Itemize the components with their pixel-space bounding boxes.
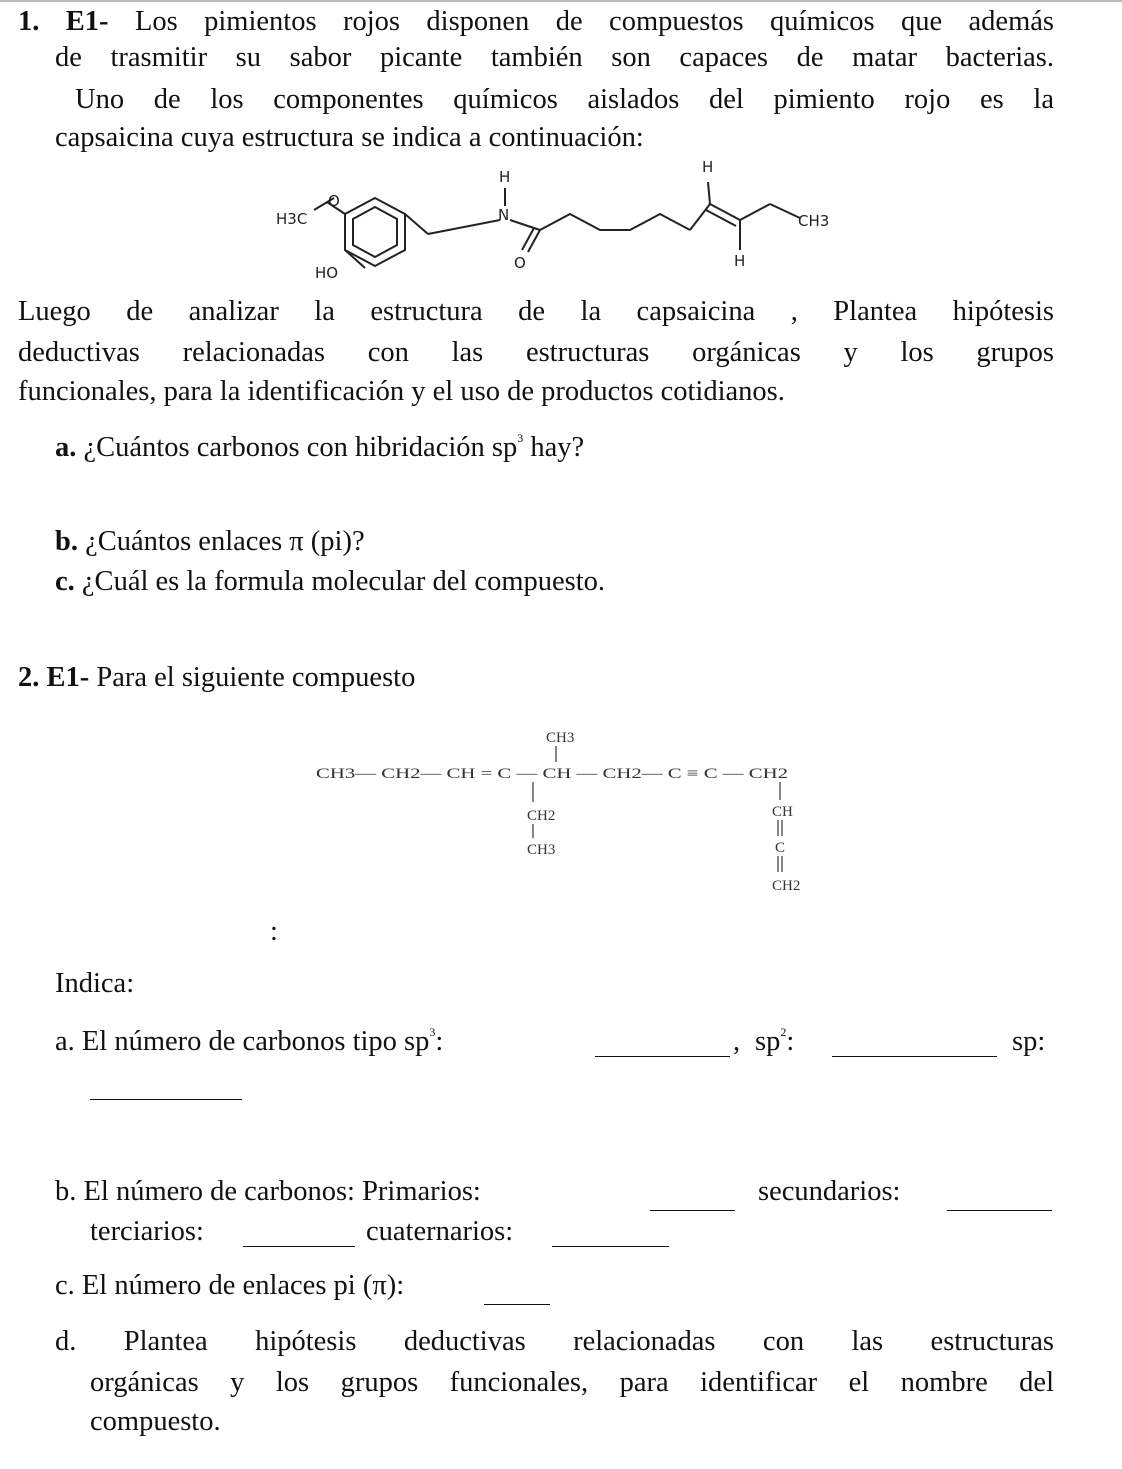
q2-a-sp2 (755, 1022, 794, 1062)
q1-text2-line3: funcionales, para la identificación y el uso de productos cotidianos. (18, 376, 785, 407)
q2-item-d-line3: compuesto. (90, 1406, 221, 1437)
q2-title: Para el siguiente compuesto (96, 662, 416, 693)
ch3-branch: CH3 (527, 842, 556, 858)
label-h3c: H3C (276, 210, 308, 228)
q2-item-d-line2: orgánicas y los grupos funcionales, para identificar el nombre del (90, 1367, 1054, 1398)
q1-item-a (55, 428, 584, 468)
q2-title-line (18, 658, 415, 698)
bond-chain-c1 (690, 204, 710, 230)
q1-item-b (55, 522, 365, 562)
label-h-top: H (702, 158, 714, 176)
q1-intro-text1: Los pimientos rojos disponen de compuestos químicos que además (134, 6, 1054, 37)
q1-a-text: ¿Cuántos carbonos con hibridación sp (83, 432, 518, 463)
q1-a-sup: 3 (517, 431, 524, 445)
q1-b-text: ¿Cuántos enlaces π (pi)? (85, 526, 365, 557)
q1-text2-line1: Luego de analizar la estructura de la capsaicina , Plantea hipótesis (18, 296, 1054, 327)
compound-structure (310, 720, 830, 900)
q2-a-sup3: 3 (429, 1025, 436, 1039)
q2-number: 2. (18, 662, 40, 693)
bond-h-top (708, 182, 710, 204)
q2-item-c: c. El número de enlaces pi (π): (55, 1270, 405, 1301)
q2-a-sp2-text: sp (755, 1026, 781, 1057)
answer-blank-secundarios[interactable] (947, 1186, 1052, 1211)
q2-a-sp: sp: (1012, 1026, 1046, 1057)
right-ch2: CH2 (772, 878, 801, 894)
q1-intro-line3: Uno de los componentes químicos aislados del pimiento rojo es la (75, 84, 1054, 115)
label-o-ether: O (328, 192, 340, 210)
right-ch: CH (772, 804, 793, 820)
bond-ring-ch2 (405, 214, 428, 234)
q2-item-a (55, 1022, 443, 1062)
q2-indica: Indica: (55, 968, 135, 999)
q2-item-d-line1: d. Plantea hipótesis deductivas relacionadas con las estructuras (55, 1326, 1054, 1357)
q2-a-colon2: : (786, 1026, 795, 1057)
q2-colon: : (270, 916, 278, 947)
q1-b-label: b. (55, 526, 78, 557)
bond-isopropyl (740, 204, 770, 220)
q1-c-text: ¿Cuál es la formula molecular del compuesto. (81, 566, 606, 597)
q2-a-text: a. El número de carbonos tipo sp (55, 1026, 430, 1057)
label-ho: HO (315, 264, 339, 282)
benzene-inner (353, 207, 397, 257)
label-h-amide: H (499, 168, 511, 186)
q2-a-comma: , (733, 1026, 741, 1057)
label-h-bottom: H (734, 252, 746, 270)
main-chain: CH3— CH2— CH = C — CH — CH2— C ≡ C — CH2 (316, 766, 788, 782)
q1-text2-line2: deductivas relacionadas con las estructuras orgánicas y los grupos (18, 337, 1054, 368)
bond-n-co (510, 220, 540, 230)
bond-alkene (710, 204, 740, 220)
q1-intro-line4: capsaicina cuya estructura se indica a continuación: (55, 122, 644, 153)
q1-a-post: hay? (523, 432, 585, 463)
q2-item-b: b. El número de carbonos: Primarios: (55, 1176, 481, 1207)
q1-a-label: a. (55, 432, 77, 463)
answer-blank-terciarios[interactable] (243, 1222, 355, 1247)
answer-blank-primarios[interactable] (650, 1186, 735, 1211)
q1-intro-line2: de trasmitir su sabor picante también son capaces de matar bacterias. (55, 42, 1054, 73)
q2-a-sup2: 2 (780, 1025, 787, 1039)
answer-blank-cuaternarios[interactable] (552, 1222, 669, 1247)
bond-ch3 (770, 204, 800, 218)
label-n: N (498, 206, 510, 224)
q1-item-c (55, 562, 605, 602)
q1-intro-line1 (18, 2, 1054, 42)
answer-blank-sp3[interactable] (595, 1032, 730, 1057)
capsaicin-structure (270, 158, 850, 284)
q2-b-terciarios: terciarios: (90, 1216, 204, 1247)
q1-c-label: c. (55, 566, 75, 597)
label-ch3: CH3 (798, 212, 830, 230)
answer-blank-pi[interactable] (484, 1280, 550, 1305)
bond-c-o-double (522, 228, 534, 250)
q2-a-colon: : (435, 1026, 444, 1057)
right-c: C (775, 840, 786, 856)
bond-ch2-n (428, 220, 500, 234)
ch2-branch: CH2 (527, 808, 556, 824)
answer-blank-sp[interactable] (90, 1075, 242, 1100)
label-o-carbonyl: O (514, 254, 526, 272)
q1-tag: E1- (65, 6, 109, 37)
answer-blank-sp2[interactable] (832, 1032, 997, 1057)
bond-c-o (528, 230, 540, 252)
q1-number: 1. (18, 6, 40, 37)
q2-b-cuaternarios: cuaternarios: (366, 1216, 514, 1247)
q2-tag: E1- (46, 662, 90, 693)
q2-b-secundarios: secundarios: (758, 1176, 901, 1207)
ch3-top: CH3 (546, 730, 575, 746)
carbon-chain (540, 214, 690, 230)
bond-alkene-double (706, 210, 736, 226)
